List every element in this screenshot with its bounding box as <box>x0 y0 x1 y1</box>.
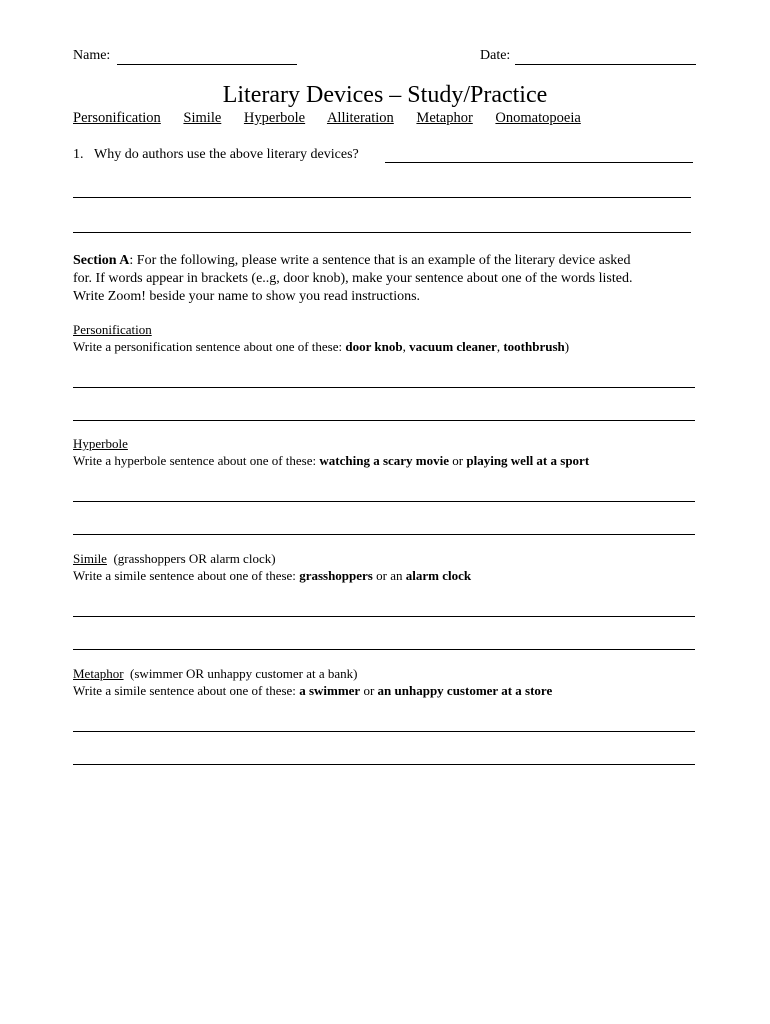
term-simile: Simile <box>183 110 222 126</box>
simile-prompt: Write a simile sentence about one of these: grasshoppers or an alarm clock <box>73 568 472 583</box>
term-personification: Personification <box>73 110 161 126</box>
term-metaphor: Metaphor <box>416 110 473 126</box>
simile-note: (grasshoppers OR alarm clock) <box>106 551 276 566</box>
section-a-line-1: Section A: For the following, please write a sentence that is an example of the literary device asked <box>73 253 631 268</box>
hyperbole-label: Hyperbole <box>73 436 128 451</box>
simile-label: Simile <box>73 551 107 566</box>
personification-prompt: Write a personification sentence about one of these: door knob, vacuum cleaner, toothbrush) <box>73 339 570 354</box>
metaphor-answer-line[interactable] <box>73 731 695 732</box>
section-a-line-3: Write Zoom! beside your name to show you read instructions. <box>73 289 421 304</box>
simile-heading <box>73 551 276 567</box>
metaphor-prompt: Write a simile sentence about one of these: a swimmer or an unhappy customer at a store <box>73 683 553 698</box>
name-label: Name: <box>73 48 111 63</box>
simile-answer-line[interactable] <box>73 649 695 650</box>
personification-label: Personification <box>73 322 152 337</box>
metaphor-note: (swimmer OR unhappy customer at a bank) <box>123 666 358 681</box>
section-a-heading: Section A <box>73 253 130 268</box>
question-1 <box>73 147 359 163</box>
terms-list <box>73 110 600 127</box>
metaphor-answer-line[interactable] <box>73 764 695 765</box>
page-title: Literary Devices – Study/Practice <box>222 82 548 108</box>
personification-answer-line[interactable] <box>73 387 695 388</box>
question-1-answer-line[interactable] <box>73 197 691 198</box>
question-1-answer-line[interactable] <box>73 232 691 233</box>
question-1-number: 1. <box>73 147 84 162</box>
question-1-text: Why do authors use the above literary devices? <box>94 147 359 162</box>
hyperbole-answer-line[interactable] <box>73 501 695 502</box>
date-label: Date: <box>480 48 511 63</box>
name-field[interactable] <box>117 64 297 65</box>
term-alliteration: Alliteration <box>326 110 394 126</box>
personification-answer-line[interactable] <box>73 420 695 421</box>
term-hyperbole: Hyperbole <box>243 110 306 126</box>
term-onomatopoeia: Onomatopoeia <box>495 110 581 126</box>
section-a-line-2: for. If words appear in brackets (e..g, door knob), make your sentence about one of the words listed. <box>73 271 633 286</box>
metaphor-heading <box>73 666 358 682</box>
hyperbole-answer-line[interactable] <box>73 534 695 535</box>
question-1-answer-line[interactable] <box>385 162 693 163</box>
date-field[interactable] <box>515 64 696 65</box>
hyperbole-prompt: Write a hyperbole sentence about one of these: watching a scary movie or playing well at a sport <box>73 453 590 468</box>
simile-answer-line[interactable] <box>73 616 695 617</box>
metaphor-label: Metaphor <box>73 666 124 681</box>
